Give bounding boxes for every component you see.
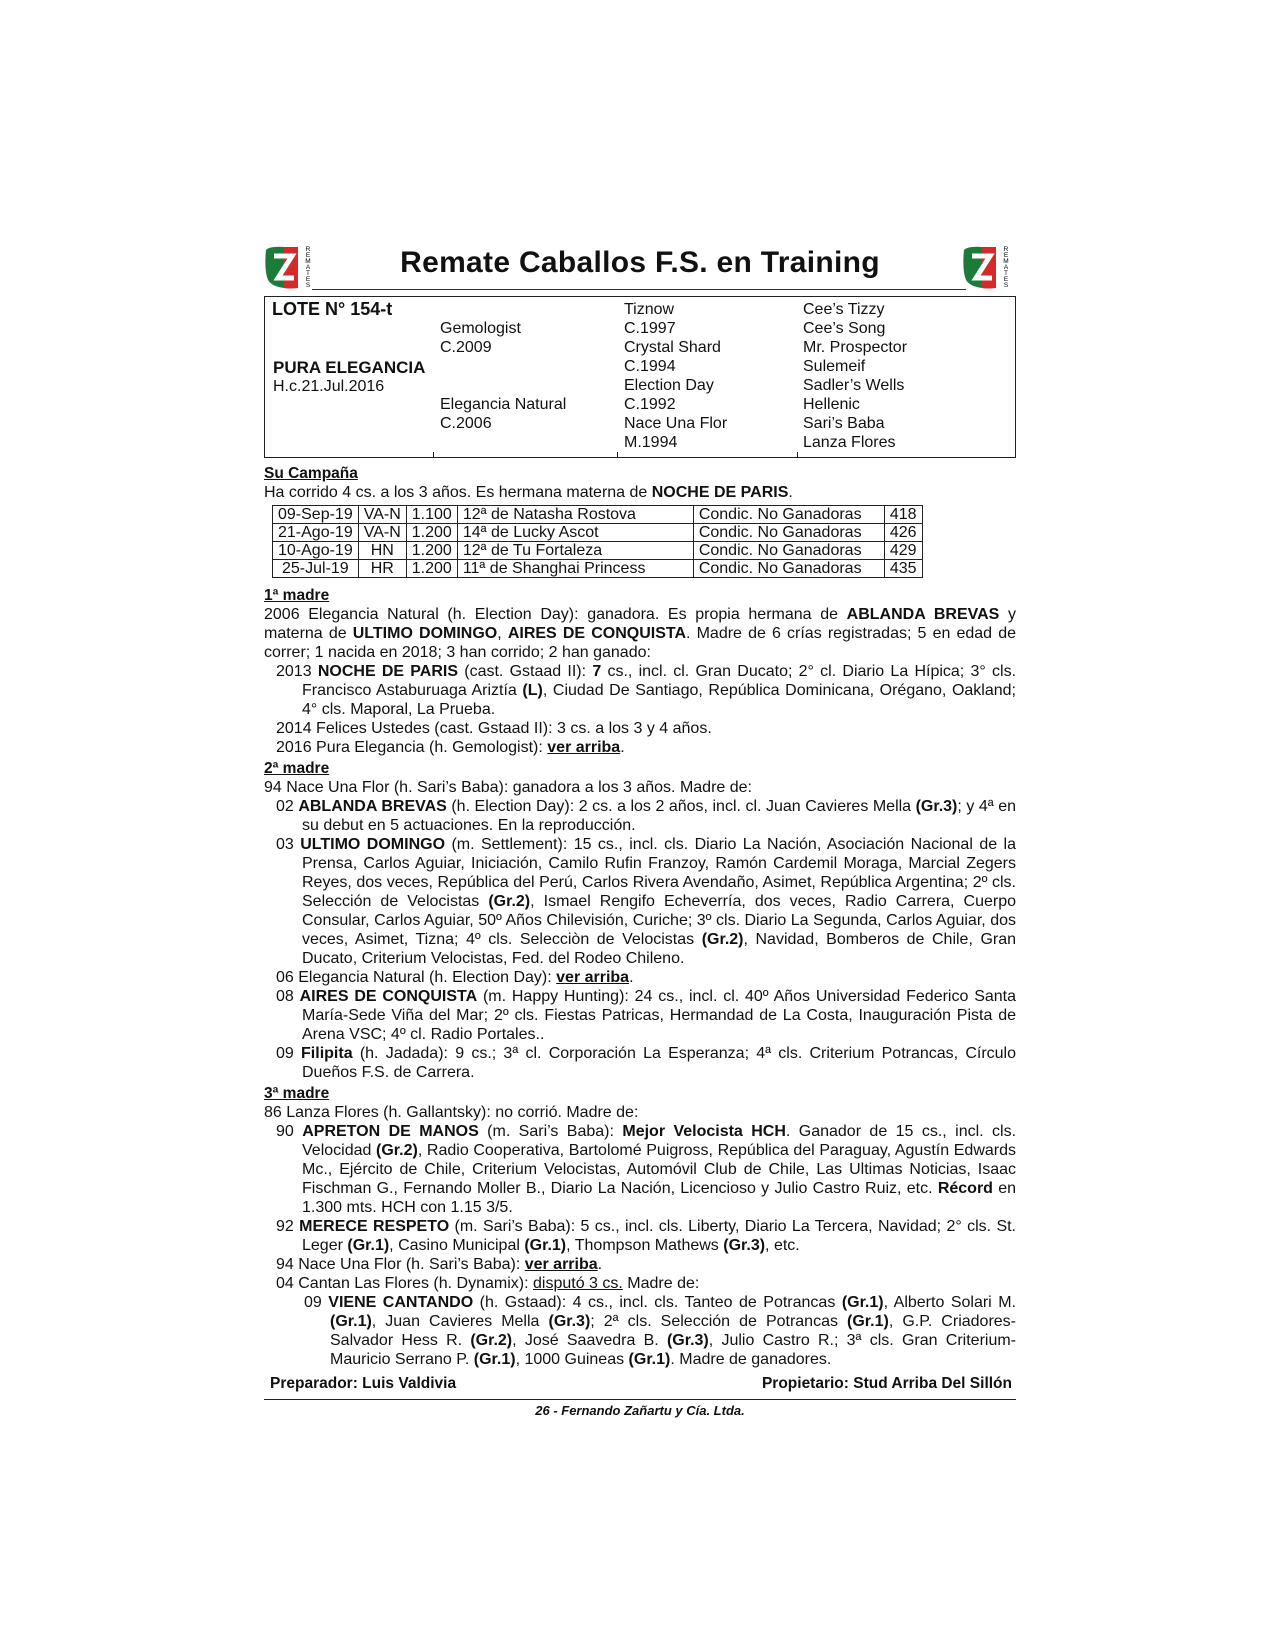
- text-run: , etc.: [765, 1237, 800, 1254]
- grade-bold: (Gr.1): [330, 1313, 372, 1330]
- third-dam-heading: 3ª madre: [264, 1085, 330, 1102]
- horse-name: PURA ELEGANCIA: [273, 358, 426, 377]
- text-run: . Madre de ganadores.: [670, 1351, 832, 1368]
- horse-bold: AIRES DE CONQUISTA: [299, 988, 478, 1005]
- underlined-run: disputó 3 cs.: [533, 1275, 623, 1292]
- gen2-line: M.1994: [624, 434, 678, 451]
- third-dam-intro: 86 Lanza Flores (h. Gallantsky): no corrió. Madre de:: [264, 1104, 639, 1121]
- page-header: [264, 240, 1016, 296]
- gen2-line: Nace Una Flor: [624, 415, 728, 432]
- campaign-intro-end: .: [788, 484, 793, 501]
- grade-bold: (L): [522, 682, 543, 699]
- offspring-entry: [264, 1217, 1016, 1255]
- race-result: 11ª de Shanghai Princess: [457, 560, 693, 578]
- race-track: VA-N: [358, 524, 406, 542]
- text-run: , Radio Cooperativa, Bartolomé Puigross, República del Paraguay, Agustín Edwards Mc., Ejército de Chile, Criterium Velocistas, Automóvil Club de Chile, Las Ultimas Noticias, Isaac Fischman G., Fernando Moller B., Diario La Nación, Licencioso y Julio Castro Ruiz, etc.: [302, 1142, 1016, 1197]
- gen3-line: Lanza Flores: [803, 434, 896, 451]
- text-run: en 1.300 mts. HCH con 1.15 3/5.: [302, 1180, 1017, 1216]
- text-run: (h. Election Day): 2 cs. a los 2 años, incl. cl. Juan Cavieres Mella: [446, 798, 916, 815]
- race-weight: 435: [884, 560, 922, 578]
- campaign-heading: Su Campaña: [264, 465, 358, 482]
- gen2-line: C.1997: [624, 320, 676, 337]
- offspring-entry: [264, 968, 1016, 987]
- text-run: 08: [276, 988, 300, 1005]
- text-run: 04 Cantan Las Flores (h. Dynamix):: [276, 1275, 533, 1292]
- svg-text:A: A: [305, 264, 311, 271]
- svg-text:S: S: [305, 282, 311, 289]
- trainer-label: Preparador: Luis Valdivia: [270, 1375, 457, 1392]
- gen2-line: Election Day: [624, 377, 714, 394]
- race-track: HN: [358, 542, 406, 560]
- title-underline: [312, 289, 966, 290]
- svg-text:R: R: [305, 246, 311, 253]
- svg-text:E: E: [305, 276, 311, 283]
- gen2-line: C.1992: [624, 396, 676, 413]
- horse-birth: H.c.21.Jul.2016: [273, 378, 385, 395]
- svg-text:A: A: [1003, 264, 1009, 271]
- offspring-entry: [264, 1274, 1016, 1293]
- horse-bold: NOCHE DE PARIS: [317, 663, 459, 680]
- text-run: , Ismael Rengifo Echeverría, dos veces, Radio Carrera, Cuerpo Consular, Carlos Aguiar, 50º Años Chilevisión, Curiche; 3º cls. Diario La Segunda, Carlos Aguiar, dos veces, Asimet, Tizna; 4º cls. Selecciòn de Velocistas: [302, 893, 1017, 948]
- table-row: [273, 542, 923, 560]
- race-distance: 1.200: [406, 542, 457, 560]
- grade-bold: (Gr.3): [723, 1237, 766, 1254]
- remates-logo-left: [264, 244, 318, 292]
- race-weight: 429: [884, 542, 922, 560]
- svg-text:S: S: [1003, 282, 1009, 289]
- text-run: 90: [276, 1123, 303, 1140]
- text-run: (h. Gstaad): 4 cs., incl. cls. Tanteo de Potrancas: [473, 1294, 842, 1311]
- race-result: 12ª de Natasha Rostova: [457, 506, 693, 524]
- race-distance: 1.100: [406, 506, 457, 524]
- text-run: 2016 Pura Elegancia (h. Gemologist):: [276, 739, 548, 756]
- svg-text:T: T: [306, 270, 310, 277]
- horse-bold: AIRES DE CONQUISTA: [507, 625, 687, 642]
- horse-bold: ULTIMO DOMINGO: [300, 836, 446, 853]
- race-distance: 1.200: [406, 524, 457, 542]
- horse-bold: ABLANDA BREVAS: [846, 606, 1000, 623]
- race-date: 21-Ago-19: [273, 524, 359, 542]
- race-track: VA-N: [358, 506, 406, 524]
- race-date: 25-Jul-19: [273, 560, 359, 578]
- race-date: 10-Ago-19: [273, 542, 359, 560]
- table-row: [273, 524, 923, 542]
- text-run: 2006 Elegancia Natural (h. Election Day): ganadora. Es propia hermana de: [264, 606, 847, 623]
- text-run: , Juan Cavieres Mella: [371, 1313, 549, 1330]
- text-run: 03: [276, 836, 301, 853]
- grade-bold: (Gr.2): [701, 931, 744, 948]
- page-footer: 26 - Fernando Zañartu y Cía. Ltda.: [535, 1403, 745, 1418]
- first-dam-heading: 1ª madre: [264, 587, 330, 604]
- text-run: ; y 4ª en su debut en 5 actuaciones. En la reproducción.: [302, 798, 1016, 834]
- owner-label: Propietario: Stud Arriba Del Sillón: [761, 1375, 1012, 1392]
- offspring-entry: [264, 738, 1016, 757]
- horse-bold: ABLANDA BREVAS: [298, 798, 447, 815]
- race-track: HR: [358, 560, 406, 578]
- record-bold: Récord: [937, 1180, 993, 1197]
- race-result: 12ª de Tu Fortaleza: [457, 542, 693, 560]
- first-dam-paragraph: [264, 605, 1016, 662]
- race-condition: Condic. No Ganadoras: [693, 506, 884, 524]
- text-run: y materna de: [264, 606, 1017, 642]
- race-result: 14ª de Lucky Ascot: [457, 524, 693, 542]
- campaign-intro: [264, 483, 1016, 502]
- see-above-link[interactable]: ver arriba: [556, 969, 630, 986]
- text-run: , Casino Municipal: [389, 1237, 525, 1254]
- text-run: .: [597, 1256, 603, 1273]
- horse-bold: ULTIMO DOMINGO: [352, 625, 498, 642]
- gen3-line: Mr. Prospector: [803, 339, 908, 356]
- svg-text:R: R: [1003, 246, 1009, 253]
- gen3-line: Sulemeif: [803, 358, 866, 375]
- table-row: [273, 506, 923, 524]
- text-run: , Julio Castro R.; 3ª cls. Gran Criterium-Mauricio Serrano P.: [330, 1332, 1016, 1368]
- race-weight: 418: [884, 506, 922, 524]
- gen3-line: Cee’s Tizzy: [803, 301, 885, 318]
- race-condition: Condic. No Ganadoras: [693, 542, 884, 560]
- text-run: , José Saavedra B.: [512, 1332, 667, 1349]
- offspring-entry: [264, 662, 1016, 719]
- gen2-line: Tiznow: [624, 301, 675, 318]
- text-run: , Navidad, Bomberos de Chile, Gran Ducato, Criterium Velocistas, Fed. del Rodeo Chileno.: [302, 931, 1017, 967]
- grade-bold: (Gr.1): [473, 1351, 516, 1368]
- pedigree-tick: [617, 452, 618, 457]
- race-table: [272, 505, 923, 578]
- text-run: ,: [497, 625, 508, 642]
- grade-bold: (Gr.2): [376, 1142, 418, 1159]
- grade-bold: (Gr.1): [847, 1313, 889, 1330]
- race-distance: 1.200: [406, 560, 457, 578]
- offspring-entry: [264, 1255, 1016, 1274]
- svg-text:T: T: [1004, 270, 1008, 277]
- sire-year: C.2009: [440, 339, 492, 356]
- text-run: (m. Happy Hunting): 24 cs., incl. cl. 40º Años Universidad Federico Santa María-Sede Viña del Mar; 2º cls. Fiestas Patricas, Hermandad de La Costa, Inauguración Pista de Arena VSC; 4º cl. Radio Portales..: [302, 988, 1016, 1043]
- text-run: , 1000 Guineas: [515, 1351, 629, 1368]
- text-run: 06 Elegancia Natural (h. Election Day):: [276, 969, 557, 986]
- gen3-line: Hellenic: [803, 396, 860, 413]
- see-above-link[interactable]: ver arriba: [547, 739, 621, 756]
- bold-run: 7: [592, 663, 602, 680]
- grade-bold: (Gr.1): [841, 1294, 884, 1311]
- sibling-name: NOCHE DE PARIS: [651, 484, 789, 501]
- grade-bold: (Gr.1): [347, 1237, 390, 1254]
- second-dam-intro: 94 Nace Una Flor (h. Sari’s Baba): ganadora a los 3 años. Madre de:: [264, 779, 752, 796]
- see-above-link[interactable]: ver arriba: [524, 1256, 598, 1273]
- grade-bold: (Gr.2): [470, 1332, 513, 1349]
- text-run: 94 Nace Una Flor (h. Sari’s Baba):: [276, 1256, 525, 1273]
- offspring-entry: [264, 987, 1016, 1044]
- text-run: , Ciudad De Santiago, República Dominicana, Orégano, Oakland; 4° cls. Maporal, La Prueba.: [302, 682, 1016, 718]
- horse-bold: Filipita: [301, 1045, 353, 1062]
- second-dam-heading: 2ª madre: [264, 760, 330, 777]
- pedigree-box: [264, 296, 1016, 458]
- text-run: , Alberto Solari M.: [883, 1294, 1016, 1311]
- gen3-line: Sadler’s Wells: [803, 377, 905, 394]
- text-run: .: [629, 969, 634, 986]
- text-run: (h. Jadada): 9 cs.; 3ª cl. Corporación La Esperanza; 4ª cls. Criterium Potrancas, Círculo Dueños F.S. de Carrera.: [302, 1045, 1017, 1081]
- footer-credits: [264, 1375, 1016, 1393]
- offspring-entry: [264, 1293, 1016, 1369]
- gen3-line: Sari’s Baba: [803, 415, 885, 432]
- race-condition: Condic. No Ganadoras: [693, 524, 884, 542]
- text-run: 02: [276, 798, 299, 815]
- dam-name: Elegancia Natural: [440, 396, 567, 413]
- dam-year: C.2006: [440, 415, 492, 432]
- award-bold: Mejor Velocista HCH: [622, 1123, 786, 1140]
- text-run: 92: [276, 1218, 300, 1235]
- grade-bold: (Gr.3): [915, 798, 958, 815]
- offspring-entry: [264, 835, 1016, 968]
- grade-bold: (Gr.2): [488, 893, 531, 910]
- pedigree-tick: [433, 452, 434, 457]
- footer-rule: [264, 1399, 1016, 1400]
- race-condition: Condic. No Ganadoras: [693, 560, 884, 578]
- gen2-line: Crystal Shard: [624, 339, 721, 356]
- table-row: [273, 560, 923, 578]
- text-run: ; 2ª cls. Selección de Potrancas: [590, 1313, 848, 1330]
- catalog-page: [264, 240, 1016, 1418]
- text-run: (m. Sari’s Baba): 5 cs., incl. cls. Liberty, Diario La Tercera, Navidad; 2° cls. St. Leger: [302, 1218, 1016, 1254]
- campaign-intro-text: Ha corrido 4 cs. a los 3 años. Es hermana materna de: [264, 484, 652, 501]
- pedigree-tick: [797, 452, 798, 457]
- race-weight: 426: [884, 524, 922, 542]
- grade-bold: (Gr.3): [666, 1332, 709, 1349]
- race-date: 09-Sep-19: [273, 506, 359, 524]
- horse-bold: APRETON DE MANOS: [302, 1123, 479, 1140]
- svg-text:E: E: [1003, 276, 1009, 283]
- grade-bold: (Gr.1): [524, 1237, 567, 1254]
- text-run: 09: [304, 1294, 329, 1311]
- svg-text:E: E: [1003, 252, 1009, 259]
- text-run: .: [620, 739, 625, 756]
- offspring-entry: [264, 1122, 1016, 1217]
- text-run: , G.P. Criadores-Salvador Hess R.: [330, 1313, 1016, 1349]
- lot-number: LOTE N° 154-t: [272, 299, 393, 319]
- horse-bold: VIENE CANTANDO: [328, 1294, 474, 1311]
- text-run: . Madre de 6 crías registradas; 5 en edad de correr; 1 nacida en 2018; 3 han corrido; 2 han ganado:: [264, 625, 1017, 661]
- text-run: , Thompson Mathews: [566, 1237, 724, 1254]
- grade-bold: (Gr.3): [548, 1313, 591, 1330]
- text-run: Madre de:: [622, 1275, 700, 1292]
- document-title: Remate Caballos F.S. en Training: [400, 246, 880, 279]
- text-run: 09: [276, 1045, 302, 1062]
- text-run: cs., incl. cl. Gran Ducato; 2° cl. Diario La Hípica; 3° cls. Francisco Astaburuaga Ariztía: [302, 663, 1017, 699]
- gen3-line: Cee’s Song: [803, 320, 886, 337]
- offspring-entry: [264, 797, 1016, 835]
- remates-logo-right: [962, 244, 1016, 292]
- horse-bold: MERECE RESPETO: [299, 1218, 450, 1235]
- text-run: (m. Sari’s Baba):: [478, 1123, 623, 1140]
- offspring-entry: 2014 Felices Ustedes (cast. Gstaad II): 3 cs. a los 3 y 4 años.: [276, 720, 712, 737]
- text-run: 2013: [276, 663, 318, 680]
- offspring-entry: [264, 1044, 1016, 1082]
- text-run: (m. Settlement): 15 cs., incl. cls. Diario La Nación, Asociación Nacional de la Prensa, Carlos Aguiar, Iniciación, Camilo Rufin Franzoy, Ramón Cardemil Moraga, Marcial Zegers Reyes, dos veces, República del Perú, Carlos Rivera Avendaño, Asimet, República Argentina; 2º cls. Selección de Velocistas: [302, 836, 1017, 910]
- svg-text:E: E: [305, 252, 311, 259]
- svg-text:M: M: [305, 258, 311, 265]
- sire-name: Gemologist: [440, 320, 521, 337]
- gen2-line: C.1994: [624, 358, 676, 375]
- grade-bold: (Gr.1): [628, 1351, 671, 1368]
- text-run: (cast. Gstaad II):: [458, 663, 593, 680]
- svg-text:M: M: [1003, 258, 1009, 265]
- text-run: . Ganador de 15 cs., incl. cls. Velocidad: [302, 1123, 1017, 1159]
